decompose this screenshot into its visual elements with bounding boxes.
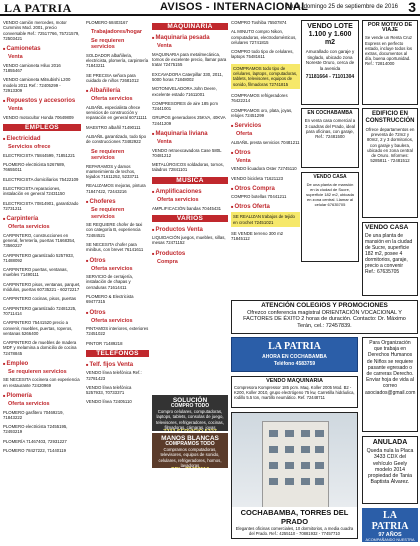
classified-ad: ALBAÑIL especialista ofrece servicios de construcción y reparación en general 60711111 xyxy=(86,104,147,121)
manos-heading: MANOS BLANCAS xyxy=(161,435,219,442)
classified-ad: VENDO camioneta Hilux 2016 71855467 xyxy=(3,62,61,73)
building-window xyxy=(285,430,294,437)
anulada-ad xyxy=(362,436,418,504)
building-window xyxy=(269,430,278,437)
subcategory-heading: Venta xyxy=(157,43,172,50)
classified-ad: PLOMERO & Electricista 69477315 xyxy=(86,293,134,305)
solucion-phone xyxy=(154,430,226,431)
column-2 xyxy=(86,20,149,540)
category-heading: ■ Servicios xyxy=(231,122,300,130)
building-window xyxy=(285,462,294,469)
vendo-lote-title: VENDO LOTE xyxy=(307,23,353,30)
la-patria-97-years-ad xyxy=(362,508,418,546)
la-patria-phone: Teléfono 4583759 xyxy=(273,361,316,367)
subcategory-heading: Se requieren servicios xyxy=(8,368,67,375)
la-patria-logo: LA PATRIA xyxy=(268,341,321,352)
classified-ad: PLOMERO electricista 5267689, 76655011 xyxy=(3,162,66,173)
subcategory-heading: Oferta xyxy=(236,131,253,138)
classified-ad: METALÚRGICOS soldadoras, tornos, taladros 72841101 xyxy=(152,162,224,173)
page-number: 3 xyxy=(408,0,416,15)
years-tagline: ACOMPAÑANDO NUESTRA HISTORIA xyxy=(365,538,415,546)
classified-ad: SE NECESITA chofer para minibus, con brevet 76141611 xyxy=(86,241,144,253)
section-title: AVISOS - INTERNACIONAL xyxy=(160,1,309,13)
category-heading: ■ Empleo xyxy=(3,360,81,368)
classified-ad: COMPRESORES de aire 185 pcm 72441001 xyxy=(152,100,218,112)
classified-ad: COMPRAMOS oro, plata, joyas, relojes 72451299 xyxy=(231,107,293,118)
classified-ad: SE PRECISA señora para cuidado de niños 72681012 xyxy=(86,72,139,83)
section-bar-musica: MÚSICA xyxy=(152,177,228,184)
la-patria-cochabamba-ad xyxy=(231,337,358,372)
building-photo xyxy=(262,421,329,511)
subcategory-heading: Se requieren servicios xyxy=(91,207,125,220)
subcategory-heading: Oferta servicios xyxy=(91,317,133,324)
edificio-body: Ofrece departamentos en preventa de 72m2 y 80m2, 2 y 3 dormitorios, con garaje y baulera, ubicado en zona central de Oruro. Informes: 5285811 - 72481512 xyxy=(365,127,415,164)
classified-ad: CARPINTERO garantizado 72481225, 70711414 xyxy=(3,305,77,316)
building-window xyxy=(285,446,294,453)
classified-ad: COMPRO botellas 70441211 xyxy=(231,194,287,200)
classified-ad: SOLDADOR albañileria, electricista, plomería, carpintería 71843211 xyxy=(86,52,149,69)
en-cochabamba-ad xyxy=(301,108,359,168)
building-window xyxy=(269,478,278,485)
classified-ad: PLOMERO 78427222, 71440119 xyxy=(3,448,66,454)
date-line: Oruro, domingo 25 de septiembre de 2016 xyxy=(284,4,398,10)
classified-ad: PLOMERO 68403167 xyxy=(86,20,128,25)
classified-ad: ALBAÑIL presta servicios 70481211 xyxy=(231,139,300,145)
classified-ad: AMPLIFICACIÓN bandas 70445431 xyxy=(152,205,222,211)
building-window xyxy=(269,446,278,453)
classified-ad: SERVICIO de cerrajería, instalación de chapas y cerraduras 71614411 xyxy=(86,274,133,290)
classified-ad: VENDO línea 72405110 xyxy=(86,399,132,405)
column-1 xyxy=(3,20,81,540)
building-window xyxy=(301,430,310,437)
subcategory-heading: Oferta servicios xyxy=(8,224,50,231)
vendo-maquinaria-body: Compresora Kompressor 185 pcm. Maq. Koller 2005 Mod. B2 - K200, Koller 2010, grupo electrógeno 75 kw, Carretilla hidráulica, rodillo 5.5 ton, martillo neumático. Ref. 72448711 xyxy=(234,385,355,400)
vendo-lote-ad xyxy=(301,20,359,105)
classified-ad: VENDO motocultor Honda 70649809 xyxy=(3,114,74,120)
classified-ad: AL MINUTO compro Nikon, computadoras, electrodomésticos, celulares 72741815 xyxy=(231,29,297,45)
anulada-body: Queda nula la Placa 3433 CDX del vehículo Geely modelo 2014 propiedad de Tania Baptista Álvarez. xyxy=(366,448,414,486)
por-motivo-de-viaje-ad xyxy=(362,20,418,105)
section-bar-empleos: EMPLEOS xyxy=(3,124,81,131)
solucion-body: Compro celulares, computadoras, laptops, tablets, consolas de juego, televisores, refrigeradores, cocinas, filmadoras, cámaras, joyas xyxy=(156,409,224,430)
edificio-construccion-ad xyxy=(362,108,418,218)
subcategory-heading: Se requieren servicios xyxy=(91,148,125,162)
classified-ad: VENDO camioneta Mitsubishi L200 modelo 2011 Ref.: 72405299 - 72913309 xyxy=(3,77,71,93)
classified-ad: COMPRO Toshiba 75507874 xyxy=(231,20,287,25)
classified-ad: MAESTRO albañil 71490111 xyxy=(86,124,141,130)
category-heading: ■ Amplificaciones xyxy=(152,188,228,196)
classified-ad: PLOMERÍA 71467403, 72931227 xyxy=(3,438,67,444)
building-body: Elegantes oficinas comerciales, 10 dormitorios, a media cuadra del Prado. Ref.: 4255110 - 70881932 - 77457710 xyxy=(235,526,354,536)
classified-ad: REPARAMOS y damos mantenimiento de techos, tejados 71611252, 5233711 xyxy=(86,163,139,180)
classified-ad-highlighted: SE REALIZAN trabajos de tejido en crochet 72451021 xyxy=(231,212,300,227)
solucion-heading: SOLUCIÓN xyxy=(172,397,208,404)
category-heading: ■ Plomería xyxy=(3,392,81,400)
classified-ad: COMPRAMOS refrigeradores 76422214 xyxy=(231,92,288,104)
organizacion-body: Para Organización que trabaja en Derechos Humanos de Niños se requiere pasante egresado o de carreras Derecho. Enviar hoja de vida al correo asociados@gmail.com xyxy=(365,340,416,396)
classified-ad: MAQUINARIA para metalmecánica, tornos de excelente precio, llamar para tratar 72475155 xyxy=(152,51,227,68)
building-window xyxy=(315,430,324,437)
building-window xyxy=(301,478,310,485)
classified-ad: PINTAMOS interiores, exteriores 72451022 xyxy=(86,326,149,337)
subcategory-heading: Venta xyxy=(8,106,23,113)
torres-del-prado-ad xyxy=(231,412,358,539)
atencion-title: ATENCIÓN COLEGIOS Y PROMOCIONES xyxy=(261,302,388,309)
classified-ad: EXCAVADORA Caterpillar 330, 2011, 5000 horas 71848002 xyxy=(152,71,223,82)
solucion-subheading: COMPRO TODO xyxy=(170,403,210,409)
classified-ad: REALIZAMOS mejoras, pintura 71847422, 72443216 xyxy=(86,183,146,194)
vendo-lote-size: 1.100 y 1.600 m2 xyxy=(308,31,352,46)
anulada-title: ANULADA xyxy=(372,439,408,446)
subcategory-heading: Servicios ofrece xyxy=(8,144,51,151)
casa-ad-title: VENDO CASA xyxy=(313,174,347,180)
page-header xyxy=(0,0,420,16)
classified-ad: VENDO camión mercedes, motor Cummins Mod. 2001, precio conversable Ref.: 72517766, 75721579, 72503421 xyxy=(3,20,80,41)
subcategory-heading: Se requieren servicios xyxy=(91,37,125,51)
classified-ad: VENDO línea telefónica Ref.: 72781423 xyxy=(86,370,142,381)
masthead: LA PATRIA xyxy=(4,1,72,15)
classified-ad: ELECTRICISTA 70814901, garantizado 72731211 xyxy=(3,200,79,211)
years-badge: 97 AÑOS xyxy=(378,532,402,538)
por-motivo-body: Se vende un Renta Cruz Express en perfecto estado, incluye todos los extras, documentos al día, buena oportunidad. Ref.: 72814000 xyxy=(365,35,413,67)
building-title: COCHABAMBA, TORRES DEL PRADO xyxy=(240,508,349,526)
classified-ad: COMPRO todo tipo de celulares, laptops 75481611 xyxy=(231,49,294,60)
classified-ad: PLOMERO gasfitero 70469219, 71843222 xyxy=(3,409,64,420)
photo-ads-block xyxy=(152,395,228,468)
classified-ad: VENDO bicicleta 71621123 xyxy=(231,175,283,181)
classified-ad: SE NECESITA cocinera con experiencia en restaurante 72420969 xyxy=(3,377,80,388)
vendo-maquinaria-ad xyxy=(231,376,358,408)
classified-ad: CARPINTERO pisos, ventanas, parquet, módulos, puertas 60735221 - 60272217 xyxy=(3,281,81,293)
category-heading: ■ Otros Compra xyxy=(231,185,300,193)
vendo-casa-ad xyxy=(362,222,418,296)
cochabamba-title: EN COCHABAMBA xyxy=(307,110,353,116)
organizacion-pasante-ad xyxy=(362,337,418,432)
subcategory-heading: Trabajadores/hogar xyxy=(91,29,143,36)
subcategory-heading: Venta xyxy=(8,54,23,61)
building-window xyxy=(285,478,294,485)
building-window xyxy=(315,478,324,485)
classified-ad: CARPINTERO, construcciones en general, ferretería, puertas 71668354, 73560227 xyxy=(3,232,76,249)
tienda-casa-ad xyxy=(301,172,359,262)
la-patria-logo: LA PATRIA xyxy=(371,510,409,532)
classified-ad: MOTONIVELADORA John Deere, excelente estado 71611001 xyxy=(152,86,217,97)
subcategory-heading: Oferta servicios xyxy=(157,197,199,204)
column-4 xyxy=(231,20,300,290)
vendo-casa-title: VENDO CASA xyxy=(365,224,409,231)
vendo-lote-body: Amurallado con garaje y tinglado, ubicado zona Noreste Oruro, cerca de la avenida xyxy=(305,49,355,71)
vendo-lote-phone: 71181664 - 71101304 xyxy=(305,74,355,80)
por-motivo-title: POR MOTIVO DE VIAJE xyxy=(367,22,413,34)
category-heading: ■ Maquinaria liviana xyxy=(152,130,228,138)
category-heading: ■ Carpintería xyxy=(3,215,81,223)
classified-ad: ELECTRICISTA reparaciones, instalación en general 72431150 xyxy=(3,185,65,197)
atencion-colegios-ad xyxy=(231,300,418,334)
classified-ad: VENDO línea telefónica 5257933, 70733371 xyxy=(86,384,132,396)
la-patria-tagline: AHORA EN COCHABAMBA xyxy=(262,354,327,360)
section-bar-maquinaria: MAQUINARIA xyxy=(152,23,228,30)
classified-ad: CARPINTERO puertas, ventanas, muebles 71490111 xyxy=(3,267,68,278)
subcategory-heading: Oferta servicios xyxy=(91,265,133,272)
category-heading: ■ Telf. fijos Venta xyxy=(86,361,149,369)
manos-body: Compramos computadoras, televisores, equipos de sonido, celulares, refrigeradores, hornos, lavadoras xyxy=(158,447,222,468)
classified-ad: ELECTRICISTA 75844599, 71851221 xyxy=(3,152,76,158)
classified-ad: CARPINTERO 75441520 precio a convenir, muebles, puertas, roperos, ventanas 5266400 xyxy=(3,320,73,336)
category-heading: ■ Otros xyxy=(86,257,149,265)
edificio-title: EDIFICIO EN CONSTRUCCIÓN xyxy=(365,111,415,124)
building-window xyxy=(315,462,324,469)
casa-ad-body: De una planta de mansión en la ciudad de Sucre, superficie 182 m2, ubicada en zona central. Llamar al celular 67635705 xyxy=(306,182,354,207)
category-heading: ■ Otros Oferta xyxy=(231,203,300,211)
classified-ad: VENDO retroexcavadora Case 580L 70481212 xyxy=(152,147,222,158)
manos-blancas-ad xyxy=(152,433,228,468)
solucion-ad xyxy=(152,395,228,431)
category-heading: ■ Productos xyxy=(152,250,228,258)
classified-ad: GRUPOS generadores 25KVA, 40KVA 72441209 xyxy=(152,115,226,126)
classified-ad: ALBAÑIL garantizado, todo tipo de construcciones 73482922 xyxy=(86,133,147,145)
vendo-maquinaria-title: VENDO MAQUINARIA xyxy=(266,378,323,384)
classified-ad: PLOMERO electricista 72455195, 72493219 xyxy=(3,424,68,435)
building-window xyxy=(301,462,310,469)
category-heading: ■ Maquinaria pesada xyxy=(152,34,228,42)
subcategory-heading: Venta xyxy=(157,139,172,146)
classified-ad: CARPINTERO garantizado 5257933, 71488092 xyxy=(3,252,74,263)
building-window xyxy=(301,446,310,453)
classified-ad: CARPINTERO de muebles de madera MDF y melamina a domicilio de cocina 72478845 xyxy=(3,340,77,356)
subcategory-heading: Oferta servicios xyxy=(91,96,133,103)
category-heading: ■ Otros xyxy=(231,149,300,157)
category-heading: ■ Choferes xyxy=(86,198,149,206)
vendo-casa-body: De una planta de mansión en la ciudad de Sucre, superficie 182 m2, posee 4 dormitorios, garaje, precio a convenir Ref.: 67635705 xyxy=(365,233,413,275)
manos-subheading: COMPRAMOS TODO xyxy=(165,441,215,447)
classified-ad: CARPINTERO cocinas, pisos, puertas xyxy=(3,296,77,302)
building-caption xyxy=(232,507,357,538)
category-heading: ■ Albañilería xyxy=(86,87,149,95)
subcategory-heading: Venta xyxy=(236,157,251,164)
atencion-body: Ofrezco conferencia magistral ORIENTACIÓN VOCACIONAL Y FACTORES DE ÉXITO 2 horas de duración. Contacto: Dr. Máximo Terán, cel.: 72457839. xyxy=(243,309,406,329)
section-bar-telefonos: TELÉFONOS xyxy=(86,350,149,357)
classified-ad: ELECTRICISTA domiciliarios 75422109 xyxy=(3,176,79,182)
category-heading: ■ Otros xyxy=(86,309,149,317)
classified-ad: PINTOR 71489218 xyxy=(86,340,123,346)
classified-ad: LIQUIDACIÓN juegos, muebles, sillas, mesas 72471152 xyxy=(152,235,226,246)
building-window xyxy=(315,446,324,453)
subcategory-heading: Compra xyxy=(157,258,178,265)
category-heading: ■ Repuestos y accesorios xyxy=(3,97,81,105)
subcategory-heading: Oferta servicios xyxy=(8,401,50,408)
category-heading: ■ Electricidad xyxy=(3,135,81,143)
category-heading: ■ Productos Venta xyxy=(152,226,228,234)
classified-ad-highlighted: COMPRAMOS todo tipo de celulares, laptops, computadoras, tablets, televisores, equipos de sonido, filmadoras 72741815 xyxy=(231,64,300,89)
classified-ad: VENDO licuadora Oster 72745110 xyxy=(231,166,297,172)
category-heading: ■ Camionetas xyxy=(3,45,81,53)
column-3 xyxy=(152,20,228,340)
section-bar-varios: VARIOS xyxy=(152,215,228,222)
building-window xyxy=(269,462,278,469)
classified-ad: SE VENDE terreno 300 m2 71845112 xyxy=(231,230,284,242)
classified-ad: SE REQUIERE chofer de taxi con categoría B, experiencia 72484521 xyxy=(86,222,143,238)
cochabamba-body: En venta casa comercial a 3 cuadras del Prado, ideal para oficinas, con garaje, Ref.: 72481500 xyxy=(304,118,356,140)
